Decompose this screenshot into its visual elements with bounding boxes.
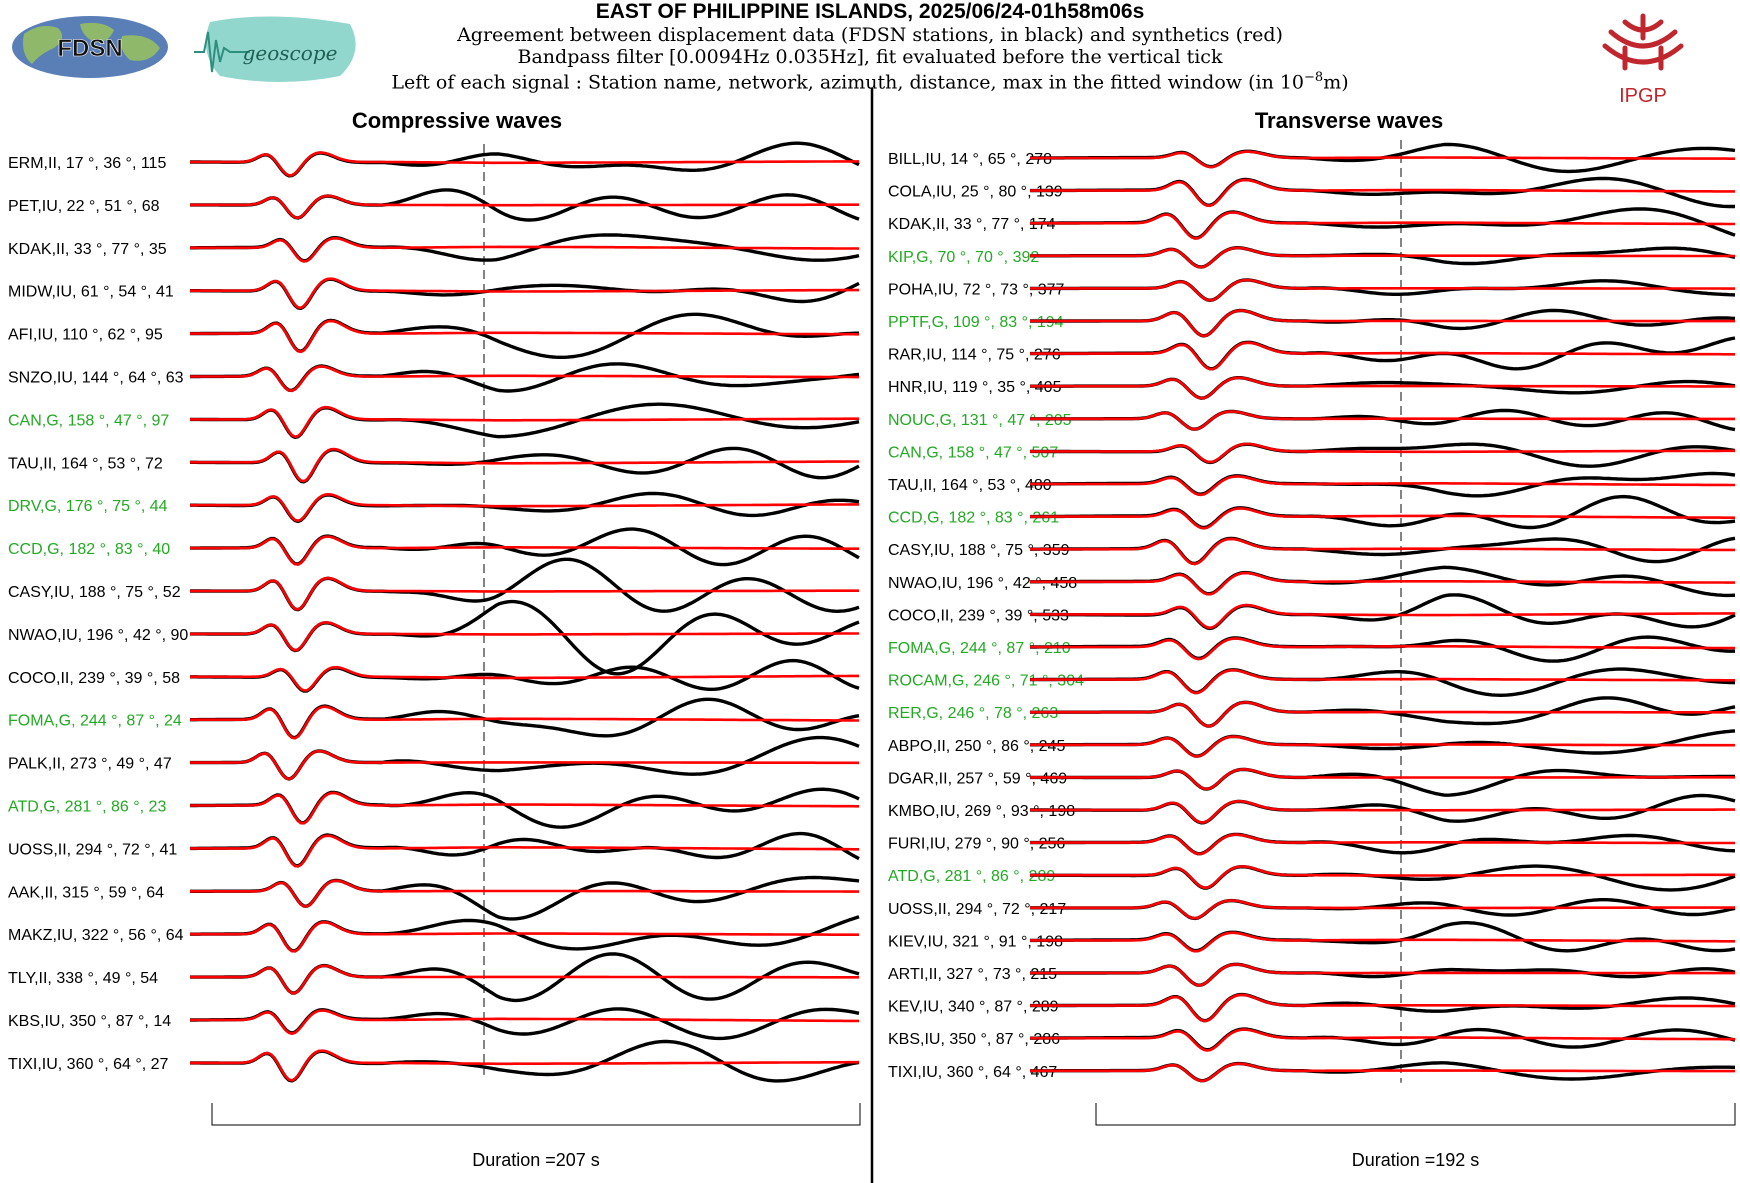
transverse-data-trace — [1030, 995, 1735, 1021]
compressive-duration-label: Duration =207 s — [472, 1150, 600, 1170]
transverse-data-trace — [1030, 923, 1735, 951]
transverse-station-label: CAN,G, 158 °, 47 °, 507 — [888, 444, 1059, 462]
transverse-station-label: HNR,IU, 119 °, 35 °, 405 — [888, 379, 1062, 397]
compressive-synthetic-trace — [190, 153, 859, 176]
compressive-synthetic-trace — [190, 367, 859, 391]
transverse-synthetic-trace — [1030, 702, 1735, 726]
compressive-synthetic-trace — [190, 1051, 859, 1081]
compressive-data-trace — [190, 279, 859, 308]
transverse-station-label: KDAK,II, 33 °, 77 °, 174 — [888, 216, 1056, 234]
compressive-station-label: COCO,II, 239 °, 39 °, 58 — [8, 669, 180, 687]
compressive-data-trace — [190, 878, 859, 919]
transverse-duration-bracket — [1096, 1103, 1735, 1125]
compressive-data-trace — [190, 314, 859, 357]
fdsn-logo-text: FDSN — [57, 35, 123, 62]
transverse-synthetic-trace — [1030, 1030, 1735, 1051]
compressive-station-label: NWAO,IU, 196 °, 42 °, 90 — [8, 626, 189, 644]
transverse-data-trace — [1030, 964, 1735, 985]
transverse-station-label: DGAR,II, 257 °, 59 °, 469 — [888, 770, 1068, 788]
transverse-data-trace — [1030, 866, 1735, 890]
transverse-station-label: RAR,IU, 114 °, 75 °, 276 — [888, 346, 1061, 364]
compressive-data-trace — [190, 738, 859, 779]
compressive-station-label: DRV,G, 176 °, 75 °, 44 — [8, 498, 168, 516]
transverse-station-label: CCD,G, 182 °, 83 °, 261 — [888, 509, 1060, 527]
compressive-station-label: UOSS,II, 294 °, 72 °, 41 — [8, 841, 178, 859]
transverse-data-trace — [1030, 637, 1735, 661]
compressive-duration-bracket — [212, 1103, 860, 1125]
transverse-station-label: ABPO,II, 250 °, 86 °, 245 — [888, 737, 1066, 755]
compressive-data-trace — [190, 1042, 859, 1081]
compressive-station-label: ERM,II, 17 °, 36 °, 115 — [8, 155, 167, 172]
transverse-station-label: TIXI,IU, 360 °, 64 °, 467 — [888, 1063, 1058, 1081]
transverse-data-trace — [1030, 769, 1735, 795]
transverse-station-label: TAU,II, 164 °, 53 °, 480 — [888, 477, 1052, 494]
transverse-data-trace — [1030, 378, 1735, 399]
transverse-station-label: COLA,IU, 25 °, 80 °, 139 — [888, 183, 1063, 201]
compressive-synthetic-trace — [190, 881, 859, 907]
compressive-station-label: PET,IU, 22 °, 51 °, 68 — [8, 197, 160, 215]
compressive-synthetic-trace — [190, 537, 859, 565]
transverse-station-label: ROCAM,G, 246 °, 71 °, 304 — [888, 672, 1084, 690]
compressive-station-label: CCD,G, 182 °, 83 °, 40 — [8, 541, 171, 559]
transverse-station-label: PPTF,G, 109 °, 83 °, 194 — [888, 314, 1064, 331]
transverse-station-label: BILL,IU, 14 °, 65 °, 278 — [888, 151, 1053, 168]
transverse-station-label: KIEV,IU, 321 °, 91 °, 198 — [888, 933, 1063, 951]
geoscope-logo-text: geoscope — [242, 41, 338, 65]
transverse-station-label: FOMA,G, 244 °, 87 °, 210 — [888, 640, 1071, 657]
compressive-station-label: CAN,G, 158 °, 47 °, 97 — [8, 412, 170, 430]
transverse-station-label: COCO,II, 239 °, 39 °, 533 — [888, 607, 1069, 625]
transverse-duration-label: Duration =192 s — [1351, 1150, 1480, 1170]
figure-title: EAST OF PHILIPPINE ISLANDS, 2025/06/24-01h58m06s — [595, 0, 1145, 23]
compressive-station-label: ATD,G, 281 °, 86 °, 23 — [8, 798, 167, 816]
compressive-station-label: TLY,II, 338 °, 49 °, 54 — [8, 970, 159, 988]
transverse-station-label: CASY,IU, 188 °, 75 °, 359 — [888, 542, 1070, 560]
transverse-station-label: ARTI,II, 327 °, 73 °, 215 — [888, 966, 1058, 983]
compressive-station-label: SNZO,IU, 144 °, 64 °, 63 — [8, 369, 184, 387]
compressive-station-label: AFI,IU, 110 °, 62 °, 95 — [8, 326, 163, 344]
transverse-data-trace — [1030, 595, 1735, 629]
transverse-data-trace — [1030, 444, 1735, 466]
transverse-data-trace — [1030, 311, 1735, 336]
transverse-data-trace — [1030, 497, 1735, 528]
subtitle-3-suffix: m) — [1323, 71, 1349, 94]
compressive-station-label: KBS,IU, 350 °, 87 °, 14 — [8, 1013, 172, 1030]
transverse-station-label: ATD,G, 281 °, 86 °, 289 — [888, 868, 1056, 886]
compressive-data-trace — [190, 143, 859, 176]
compressive-station-label: CASY,IU, 188 °, 75 °, 52 — [8, 584, 181, 601]
subtitle-3-prefix: Left of each signal : Station name, network, azimuth, distance, max in the fitted window (in 10 — [391, 71, 1305, 94]
transverse-station-label: NOUC,G, 131 °, 47 °, 205 — [888, 411, 1072, 429]
compressive-synthetic-trace — [190, 238, 859, 261]
transverse-station-label: FURI,IU, 279 °, 90 °, 256 — [888, 835, 1066, 853]
compressive-station-label: TAU,II, 164 °, 53 °, 72 — [8, 455, 163, 473]
figure-subtitle-1: Agreement between displacement data (FDSN stations, in black) and synthetics (red) — [457, 24, 1283, 46]
compressive-synthetic-trace — [190, 623, 859, 651]
transverse-station-label: POHA,IU, 72 °, 73 °, 377 — [888, 281, 1065, 299]
compressive-panel-title: Compressive waves — [351, 108, 563, 133]
transverse-station-label: RER,G, 246 °, 78 °, 263 — [888, 705, 1059, 723]
transverse-synthetic-trace — [1030, 995, 1735, 1021]
compressive-station-label: FOMA,G, 244 °, 87 °, 24 — [8, 712, 182, 730]
transverse-data-trace — [1030, 179, 1735, 207]
transverse-synthetic-trace — [1030, 1064, 1735, 1081]
compressive-station-label: MIDW,IU, 61 °, 54 °, 41 — [8, 283, 174, 301]
compressive-station-label: KDAK,II, 33 °, 77 °, 35 — [8, 240, 167, 258]
compressive-station-label: TIXI,IU, 360 °, 64 °, 27 — [8, 1055, 169, 1073]
compressive-station-label: PALK,II, 273 °, 49 °, 47 — [8, 755, 172, 773]
transverse-data-trace — [1030, 538, 1735, 563]
compressive-synthetic-trace — [190, 321, 859, 352]
transverse-station-label: KBS,IU, 350 °, 87 °, 286 — [888, 1031, 1061, 1049]
transverse-synthetic-trace — [1030, 639, 1735, 660]
transverse-synthetic-trace — [1030, 539, 1735, 564]
compressive-station-label: AAK,II, 315 °, 59 °, 64 — [8, 884, 164, 902]
transverse-station-label: KIP,G, 70 °, 70 °, 392 — [888, 248, 1040, 266]
transverse-data-trace — [1030, 669, 1735, 695]
subtitle-3-exponent: −8 — [1304, 70, 1324, 85]
transverse-synthetic-trace — [1030, 737, 1735, 757]
transverse-station-label: NWAO,IU, 196 °, 42 °, 458 — [888, 574, 1078, 592]
compressive-data-trace — [190, 602, 859, 674]
figure-subtitle-2: Bandpass filter [0.0094Hz 0.035Hz], fit evaluated before the vertical tick — [517, 46, 1223, 68]
transverse-data-trace — [1030, 248, 1735, 267]
transverse-station-label: UOSS,II, 294 °, 72 °, 217 — [888, 900, 1067, 918]
transverse-station-label: KEV,IU, 340 °, 87 °, 289 — [888, 998, 1059, 1016]
ipgp-logo-text: IPGP — [1619, 85, 1667, 107]
transverse-data-trace — [1030, 280, 1735, 300]
transverse-synthetic-trace — [1030, 412, 1735, 430]
compressive-station-label: MAKZ,IU, 322 °, 56 °, 64 — [8, 927, 184, 945]
transverse-station-label: KMBO,IU, 269 °, 93 °, 198 — [888, 803, 1076, 820]
transverse-panel-title: Transverse waves — [1254, 108, 1444, 133]
